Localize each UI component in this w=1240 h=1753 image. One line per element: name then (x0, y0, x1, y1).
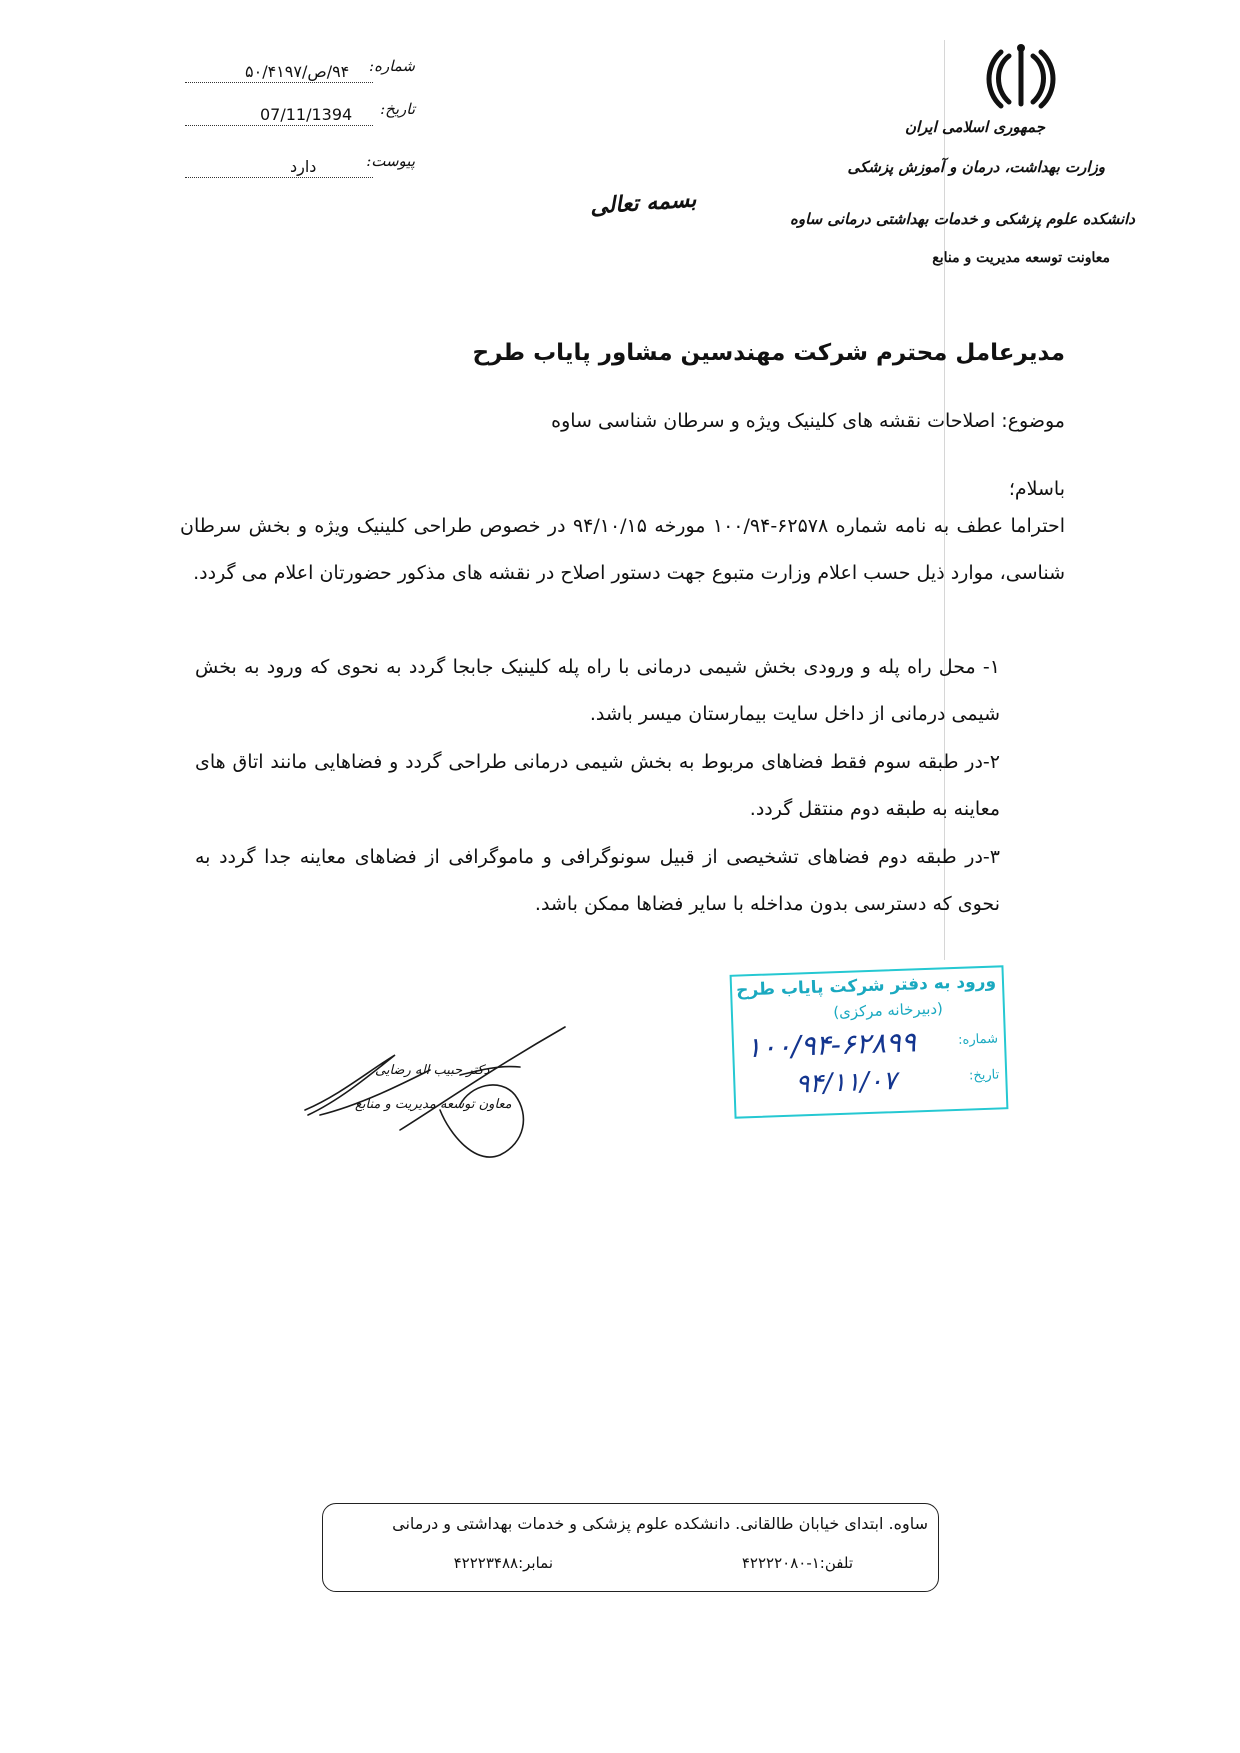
list-item: ۲-در طبقه سوم فقط فضاهای مربوط به بخش شیمی درمانی طراحی گردد و فضاهایی مانند اتاق های معاینه به طبقه دوم منتقل گردد. (195, 751, 1000, 820)
list-item: ۱- محل راه پله و ورودی بخش شیمی درمانی با راه پله کلینیک جابجا گردد به نحوی که ورود به بخش شیمی درمانی از داخل سایت بیمارستان میسر باشد. (195, 656, 1000, 725)
letter-date-value: 07/11/1394 (260, 105, 353, 124)
letter-attachment-label: پیوست: (366, 152, 415, 170)
letterhead-university: دانشکده علوم پزشکی و خدمات بهداشتی درمانی ساوه (789, 210, 1135, 228)
handwritten-signature (300, 1015, 570, 1165)
letter-number-value: ۹۴/ص/۵۰/۴۱۹۷ (245, 62, 350, 81)
stamp-date-label: تاریخ: (968, 1067, 1000, 1084)
letterhead-country: جمهوری اسلامی ایران (904, 118, 1045, 136)
body-paragraph: احتراما عطف به نامه شماره ۶۲۵۷۸-۱۰۰/۹۴ مورخه ۹۴/۱۰/۱۵ در خصوص طراحی کلینیک ویژه و بخش سرطان شناسی، موارد ذیل حسب اعلام وزارت متبوع جهت دستور اصلاح در نقشه های مذکور حضورتان اعلام می گردد. (180, 515, 1065, 584)
dotted-line (185, 82, 373, 83)
stamp-date-value: ۹۴/۱۱/۰۷ (794, 1066, 898, 1100)
signer-title: معاون توسعه مدیریت و منابع (355, 1097, 512, 1112)
letterhead-department: معاونت توسعه مدیریت و منابع (932, 250, 1110, 266)
letter-date-field (185, 100, 415, 130)
footer-fax: نمابر:۴۲۲۲۳۴۸۸ (453, 1554, 553, 1572)
receipt-stamp (730, 965, 1009, 1118)
letter-attachment-value: دارد (290, 157, 317, 176)
letter-number-label: شماره: (369, 57, 415, 75)
list-item: ۳-در طبقه دوم فضاهای تشخیصی از قبیل سونوگرافی و ماموگرافی از فضاهای معاینه جدا گردد به نحوی که دسترسی بدون مداخله با سایر فضاها ممکن باشد. (195, 846, 1000, 915)
stamp-number-value: ۱۰۰/۹۴-۶۲۸۹۹ (745, 1025, 917, 1065)
iran-emblem-icon (985, 42, 1057, 112)
subject-line: موضوع: اصلاحات نقشه های کلینیک ویژه و سرطان شناسی ساوه (551, 410, 1065, 432)
footer-address-box (322, 1503, 939, 1592)
letter-number-field (185, 57, 415, 87)
stamp-title: ورود به دفتر شرکت پایاب طرح (735, 971, 997, 1001)
dotted-line (185, 125, 373, 126)
bismillah-heading: بسمه تعالی (589, 186, 698, 220)
dotted-line (185, 177, 373, 178)
letterhead-ministry: وزارت بهداشت، درمان و آموزش پزشکی (847, 158, 1105, 176)
letter-date-label: تاریخ: (380, 100, 415, 118)
signer-name: دکتر حبیب اله رضایی (375, 1063, 490, 1078)
footer-phone: تلفن:۱-۴۲۲۲۲۰۸۰ (741, 1554, 853, 1572)
greeting: باسلام؛ (1008, 478, 1065, 500)
stamp-number-label: شماره: (957, 1031, 999, 1048)
footer-address: ساوه. ابتدای خیابان طالقانی. دانشکده علوم پزشکی و خدمات بهداشتی و درمانی (392, 1514, 928, 1533)
letter-attachment-field (185, 152, 415, 182)
stamp-subtitle: (دبیرخانه مرکزی) (832, 999, 944, 1022)
recipient-line: مدیرعامل محترم شرکت مهندسین مشاور پایاب طرح (472, 340, 1065, 366)
